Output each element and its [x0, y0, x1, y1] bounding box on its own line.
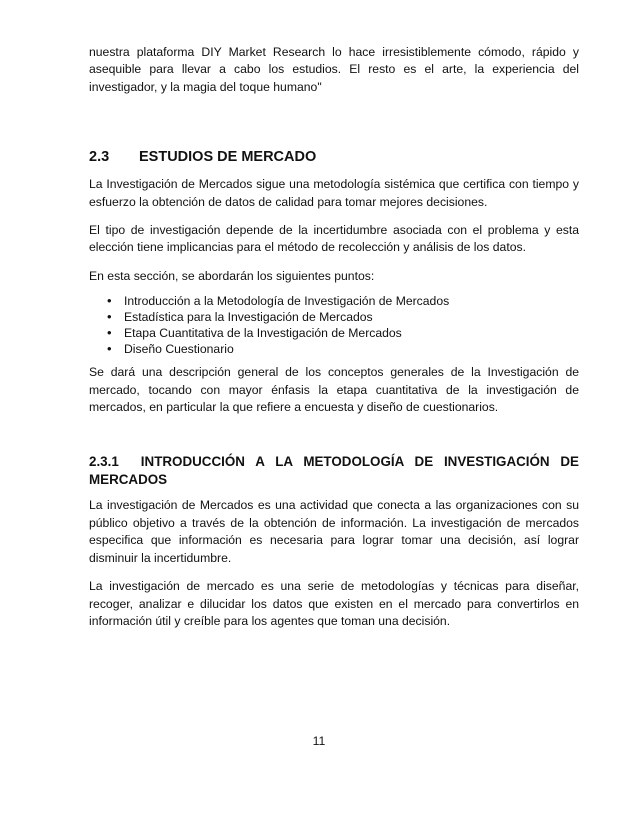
paragraph: El tipo de investigación depende de la incertidumbre asociada con el problema y esta elección tiene implicancias para el método de recolección y análisis de los datos.: [89, 223, 579, 255]
list-item: • Etapa Cuantitativa de la Investigación de Mercados: [89, 325, 579, 341]
paragraph: En esta sección, se abordarán los siguientes puntos:: [89, 268, 375, 283]
section-number: 2.3: [89, 149, 110, 166]
section-heading-2-3: [89, 148, 579, 166]
section-title: INTRODUCCIÓN A LA METODOLOGÍA DE INVESTIGACIÓN DE MERCADOS: [89, 454, 579, 488]
paragraph: La investigación de Mercados es una actividad que conecta a las organizaciones con su público objetivo a través de la obtención de información. La investigación de mercados especifica que información es necesaria para lograr tomar una decisión, así lograr disminuir la incertidumbre.: [89, 498, 579, 565]
paragraph: La Investigación de Mercados sigue una metodología sistémica que certifica con tiempo y esfuerzo la obtención de datos de calidad para tomar mejores decisiones.: [89, 177, 579, 209]
paragraph: La investigación de mercado es una serie de metodologías y técnicas para diseñar, recoger, analizar e dilucidar los datos que existen en el mercado para convertirlos en información útil y creíble para los agentes que toman una decisión.: [89, 579, 579, 628]
section-number: 2.3.1: [89, 454, 119, 470]
page-body: [89, 44, 579, 630]
topics-bullet-list: [89, 293, 579, 357]
intro-paragraph: nuestra plataforma DIY Market Research lo hace irresistiblemente cómodo, rápido y asequible para llevar a cabo los estudios. El resto es el arte, la experiencia del investigador, y la magia del toque humano": [89, 45, 579, 94]
list-item: • Diseño Cuestionario: [89, 341, 579, 357]
section-heading-2-3-1: [89, 453, 579, 489]
list-item: • Estadística para la Investigación de Mercados: [89, 309, 579, 325]
paragraph: Se dará una descripción general de los conceptos generales de la Investigación de mercado, tocando con mayor énfasis la etapa cuantitativa de la investigación de mercados, en particular la que refiere a encuesta y diseño de cuestionarios.: [89, 365, 579, 415]
list-item: • Introducción a la Metodología de Investigación de Mercados: [89, 293, 579, 309]
section-title: ESTUDIOS DE MERCADO: [139, 149, 317, 166]
page-number: 11: [312, 734, 326, 748]
